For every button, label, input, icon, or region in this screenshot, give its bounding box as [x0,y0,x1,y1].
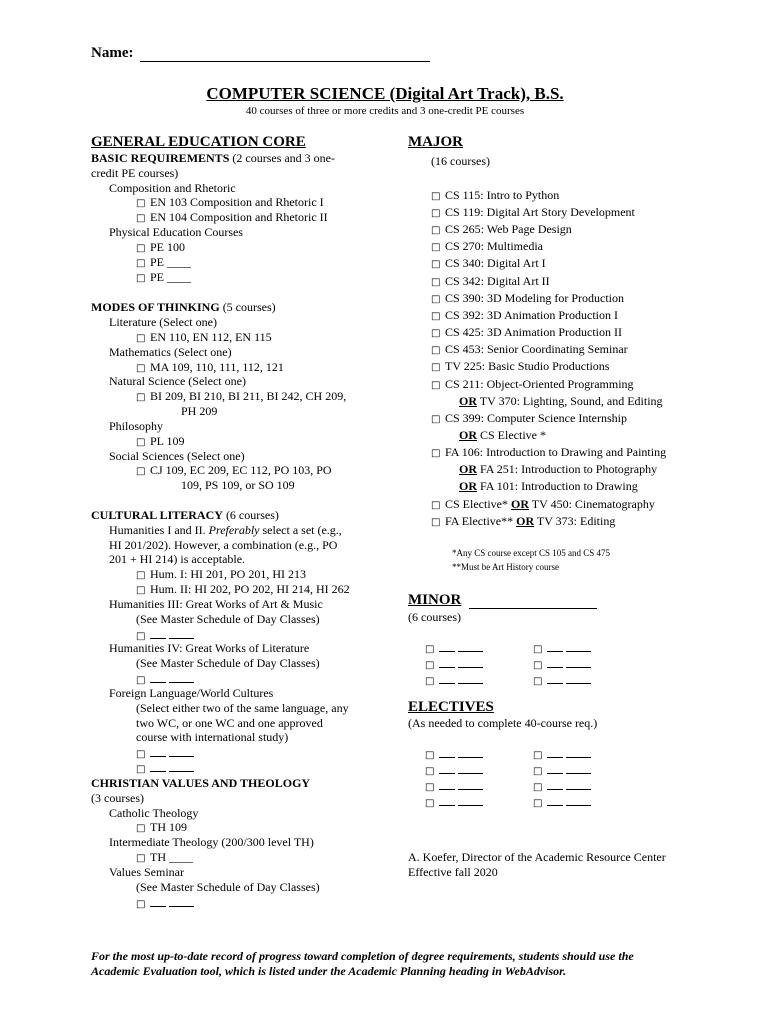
page-title: COMPUTER SCIENCE (Digital Art Track), B.S. [206,84,564,103]
name-label: Name: [91,45,134,61]
elective-blank[interactable] [533,778,591,795]
comp-rhet-label: Composition and Rhetoric [109,181,236,195]
basic-requirements-cont: credit PE courses) [91,166,179,180]
checkbox-icon: □ [425,766,435,777]
checkbox-icon: □ [431,311,441,322]
flang-note-2: two WC, or one WC and one approved [136,716,323,730]
th109-item[interactable]: □ TH 109 [136,820,187,834]
checkbox-icon: □ [136,273,146,284]
checkbox-icon: □ [431,517,441,528]
checkbox-icon: □ [431,500,441,511]
th-blank-item[interactable]: □ TH ____ [136,850,193,864]
soc-item-cont: 109, PS 109, or SO 109 [181,478,295,492]
signature-line: A. Koefer, Director of the Academic Resource Center [408,850,666,864]
elective-blank[interactable] [425,746,483,763]
checkbox-icon: □ [533,660,543,671]
major-count: (16 courses) [431,154,490,168]
hum-desc-2: HI 201/202). However, a combination (e.g., PO [109,538,338,552]
checkbox-icon: □ [431,208,441,219]
values-note: (See Master Schedule of Day Classes) [136,880,320,894]
hum-iv-note: (See Master Schedule of Day Classes) [136,656,320,670]
minor-blank[interactable] [425,672,483,689]
checkbox-icon: □ [136,899,146,910]
electives-heading: ELECTIVES [408,699,494,715]
checkbox-icon: □ [431,225,441,236]
math-item[interactable]: □ MA 109, 110, 111, 112, 121 [136,360,284,374]
checkbox-icon: □ [425,676,435,687]
major-course-item[interactable]: □ CS 211: Object-Oriented Programming [431,377,634,391]
christian-count: (3 courses) [91,791,144,805]
pe100-item[interactable]: □ PE 100 [136,240,186,254]
checkbox-icon: □ [136,213,146,224]
checkbox-icon: □ [136,198,146,209]
hum-desc-3: 201 + HI 214) is acceptable. [109,552,246,566]
checkbox-icon: □ [533,644,543,655]
checkbox-icon: □ [425,750,435,761]
major-heading: MAJOR [408,134,463,150]
phil-label: Philosophy [109,419,164,433]
major-course-item[interactable]: □ CS 392: 3D Animation Production I [431,308,619,322]
hum-iv-label: Humanities IV: Great Works of Literature [109,641,310,655]
elective-blank[interactable] [425,762,483,779]
minor-blank[interactable] [425,656,483,673]
major-footnote-2: **Must be Art History course [452,562,559,572]
major-footnote-1: *Any CS course except CS 105 and CS 475 [452,548,610,558]
checkbox-icon: □ [431,414,441,425]
checkbox-icon: □ [431,328,441,339]
values-blank[interactable] [136,895,194,912]
soc-item[interactable]: □ CJ 109, EC 209, EC 112, PO 103, PO [136,463,332,477]
elective-blank[interactable] [425,794,483,811]
math-label: Mathematics (Select one) [109,345,232,359]
major-or-option: OR FA 251: Introduction to Photography [459,462,658,476]
pe-blank-item[interactable]: □ PE ____ [136,255,192,269]
modes-heading: MODES OF THINKING (5 courses) [91,300,276,314]
flang-note-3: course with international study) [136,730,289,744]
page-subtitle: 40 courses of three or more credits and 3 one-credit PE courses [245,105,525,117]
nat-item-cont: PH 209 [181,404,218,418]
major-course-item[interactable]: □ CS 390: 3D Modeling for Production [431,291,624,305]
gen-ed-heading: GENERAL EDUCATION CORE [91,134,306,150]
checkbox-icon: □ [425,644,435,655]
checkbox-icon: □ [136,243,146,254]
christian-heading: CHRISTIAN VALUES AND THEOLOGY [91,776,311,790]
inter-theo-label: Intermediate Theology (200/300 level TH) [109,835,314,849]
phil-item[interactable]: □ PL 109 [136,434,185,448]
en104-item[interactable]: □ EN 104 Composition and Rhetoric II [136,210,328,224]
checkbox-icon: □ [136,466,146,477]
checkbox-icon: □ [431,191,441,202]
lit-label: Literature (Select one) [109,315,217,329]
major-course-item[interactable]: □ CS 265: Web Page Design [431,222,572,236]
checkbox-icon: □ [533,782,543,793]
lit-item[interactable]: □ EN 110, EN 112, EN 115 [136,330,272,344]
checkbox-icon: □ [431,345,441,356]
footer-note-1: For the most up-to-date record of progress toward completion of degree requirements, students should use the [91,949,634,963]
hum-ii-item[interactable]: □ Hum. II: HI 202, PO 202, HI 214, HI 262 [136,582,350,596]
pe-label: Physical Education Courses [109,225,243,239]
major-course-item[interactable]: □ CS 342: Digital Art II [431,274,550,288]
elective-blank[interactable] [533,746,591,763]
pe-blank-item[interactable]: □ PE ____ [136,270,192,284]
checkbox-icon: □ [136,853,146,864]
minor-heading: MINOR [408,592,462,608]
checkbox-icon: □ [136,570,146,581]
checkbox-icon: □ [136,333,146,344]
major-or-option: OR TV 370: Lighting, Sound, and Editing [459,394,663,408]
checkbox-icon: □ [533,750,543,761]
checkbox-icon: □ [136,675,146,686]
checkbox-icon: □ [533,766,543,777]
checkbox-icon: □ [431,294,441,305]
checkbox-icon: □ [533,676,543,687]
hum-desc: Humanities I and II. Preferably select a set (e.g., [109,523,342,537]
major-course-item[interactable]: □ CS 270: Multimedia [431,239,544,253]
flang-note-1: (Select either two of the same language, any [136,701,349,715]
values-label: Values Seminar [109,865,184,879]
en103-item[interactable]: □ EN 103 Composition and Rhetoric I [136,195,324,209]
checkbox-icon: □ [431,380,441,391]
checkbox-icon: □ [425,782,435,793]
flang-label: Foreign Language/World Cultures [109,686,274,700]
checkbox-icon: □ [136,363,146,374]
minor-name-field[interactable] [469,596,597,609]
major-course-item[interactable]: □ CS 399: Computer Science Internship [431,411,627,425]
effective-date: Effective fall 2020 [408,865,498,879]
checkbox-icon: □ [431,362,441,373]
major-course-item[interactable]: □ CS 115: Intro to Python [431,188,560,202]
checkbox-icon: □ [136,764,146,775]
major-or-option: OR CS Elective * [459,428,546,442]
major-or-option: OR FA 101: Introduction to Drawing [459,479,638,493]
basic-requirements: BASIC REQUIREMENTS (2 courses and 3 one- [91,151,336,165]
minor-blank[interactable] [533,656,591,673]
major-course-item[interactable]: □ CS Elective* OR TV 450: Cinematography [431,497,655,511]
checkbox-icon: □ [136,585,146,596]
minor-count: (6 courses) [408,610,461,624]
checkbox-icon: □ [136,437,146,448]
checkbox-icon: □ [431,448,441,459]
major-course-item[interactable]: □ FA 106: Introduction to Drawing and Painting [431,445,667,459]
major-course-item[interactable]: □ TV 225: Basic Studio Productions [431,359,610,373]
checkbox-icon: □ [136,823,146,834]
checkbox-icon: □ [425,660,435,671]
nat-label: Natural Science (Select one) [109,374,246,388]
electives-count: (As needed to complete 40-course req.) [408,716,598,730]
hum-i-item[interactable]: □ Hum. I: HI 201, PO 201, HI 213 [136,567,306,581]
nat-item[interactable]: □ BI 209, BI 210, BI 211, BI 242, CH 209, [136,389,347,403]
checkbox-icon: □ [431,259,441,270]
checkbox-icon: □ [136,749,146,760]
major-course-item[interactable]: □ CS 119: Digital Art Story Development [431,205,635,219]
cultural-heading: CULTURAL LITERACY (6 courses) [91,508,279,522]
major-course-item[interactable]: □ CS 340: Digital Art I [431,256,546,270]
checkbox-icon: □ [425,798,435,809]
elective-blank[interactable] [425,778,483,795]
hum-iii-label: Humanities III: Great Works of Art & Music [109,597,323,611]
elective-blank[interactable] [533,794,591,811]
checkbox-icon: □ [431,277,441,288]
checkbox-icon: □ [431,242,441,253]
flang-blank[interactable] [136,760,194,777]
major-course-item[interactable]: □ FA Elective** OR TV 373: Editing [431,514,616,528]
checkbox-icon: □ [136,631,146,642]
minor-blank[interactable] [533,640,591,657]
checkbox-icon: □ [136,392,146,403]
hum-iii-note: (See Master Schedule of Day Classes) [136,612,320,626]
soc-label: Social Sciences (Select one) [109,449,245,463]
minor-blank[interactable] [533,672,591,689]
checkbox-icon: □ [136,258,146,269]
major-course-item[interactable]: □ CS 425: 3D Animation Production II [431,325,622,339]
footer-note-2: Academic Evaluation tool, which is listed under the Academic Planning heading in WebAdvisor. [91,964,567,978]
catholic-label: Catholic Theology [109,806,199,820]
name-field[interactable] [140,48,430,62]
elective-blank[interactable] [533,762,591,779]
major-course-item[interactable]: □ CS 453: Senior Coordinating Seminar [431,342,628,356]
minor-blank[interactable] [425,640,483,657]
checkbox-icon: □ [533,798,543,809]
